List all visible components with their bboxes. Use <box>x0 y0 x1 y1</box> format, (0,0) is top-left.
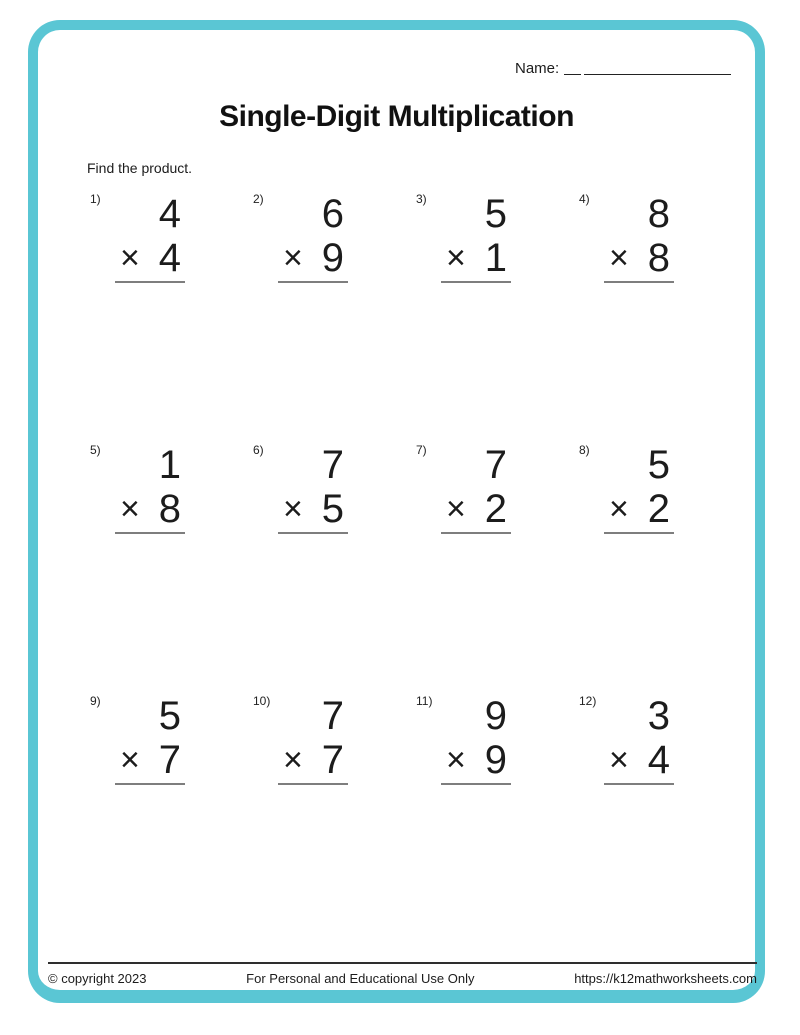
problem-number: 2) <box>253 192 264 206</box>
multiplier: 7 <box>321 738 344 782</box>
footer-divider <box>48 962 757 964</box>
problem-work-area <box>441 192 511 283</box>
multiplicand: 9 <box>484 694 507 738</box>
footer <box>48 971 757 986</box>
name-label: Name: <box>515 60 560 77</box>
multiply-icon: × <box>283 741 303 779</box>
problem <box>253 439 348 690</box>
problem-work-area <box>115 443 185 534</box>
multiplier: 2 <box>647 487 670 531</box>
answer-line <box>115 532 185 534</box>
answer-line <box>441 281 511 283</box>
multiplicand: 7 <box>484 443 507 487</box>
answer-line <box>278 783 348 785</box>
multiplicand: 6 <box>321 192 344 236</box>
multiplicand: 3 <box>647 694 670 738</box>
answer-line <box>604 532 674 534</box>
problem-number: 10) <box>253 694 271 708</box>
multiplicand: 7 <box>321 443 344 487</box>
problem-number: 9) <box>90 694 101 708</box>
name-blank-line <box>564 62 581 75</box>
problem <box>579 188 674 439</box>
multiplicand: 5 <box>484 192 507 236</box>
problem-number: 5) <box>90 443 101 457</box>
problem <box>90 439 185 690</box>
footer-url: https://k12mathworksheets.com <box>574 971 757 986</box>
problem-work-area <box>604 443 674 534</box>
problem-work-area <box>278 192 348 283</box>
problem-work-area <box>115 694 185 785</box>
problem-number: 3) <box>416 192 427 206</box>
multiply-icon: × <box>609 490 629 528</box>
footer-copyright: © copyright 2023 <box>48 971 147 986</box>
answer-line <box>278 281 348 283</box>
instruction-text: Find the product. <box>87 160 193 176</box>
multiplier: 8 <box>158 487 181 531</box>
multiplier: 1 <box>484 236 507 280</box>
multiplicand: 4 <box>158 192 181 236</box>
problem-number: 1) <box>90 192 101 206</box>
problem <box>579 690 674 941</box>
multiplier: 8 <box>647 236 670 280</box>
problem <box>416 439 511 690</box>
problem-work-area <box>604 192 674 283</box>
name-row <box>515 60 731 77</box>
multiply-icon: × <box>120 239 140 277</box>
problem-number: 7) <box>416 443 427 457</box>
multiply-icon: × <box>609 239 629 277</box>
multiply-icon: × <box>446 239 466 277</box>
answer-line <box>604 281 674 283</box>
multiplicand: 1 <box>158 443 181 487</box>
multiply-icon: × <box>120 741 140 779</box>
name-blank-line <box>584 62 731 75</box>
problem <box>253 690 348 941</box>
multiplier: 9 <box>321 236 344 280</box>
answer-line <box>115 783 185 785</box>
problem-number: 6) <box>253 443 264 457</box>
multiply-icon: × <box>446 741 466 779</box>
answer-line <box>441 783 511 785</box>
page-title: Single-Digit Multiplication <box>219 100 574 133</box>
multiplier: 9 <box>484 738 507 782</box>
multiplicand: 5 <box>647 443 670 487</box>
problem <box>90 690 185 941</box>
problem-work-area <box>441 443 511 534</box>
answer-line <box>115 281 185 283</box>
problem-work-area <box>441 694 511 785</box>
multiplier: 5 <box>321 487 344 531</box>
problem-work-area <box>604 694 674 785</box>
answer-line <box>441 532 511 534</box>
problem-number: 11) <box>416 694 433 708</box>
answer-line <box>604 783 674 785</box>
problem-number: 4) <box>579 192 590 206</box>
problem <box>416 690 511 941</box>
multiplicand: 8 <box>647 192 670 236</box>
multiplicand: 7 <box>321 694 344 738</box>
problems-grid <box>90 188 742 941</box>
problem <box>253 188 348 439</box>
problem-work-area <box>278 694 348 785</box>
multiply-icon: × <box>120 490 140 528</box>
problem-work-area <box>278 443 348 534</box>
multiplier: 7 <box>158 738 181 782</box>
problem-number: 12) <box>579 694 597 708</box>
problem <box>416 188 511 439</box>
problem <box>579 439 674 690</box>
multiply-icon: × <box>609 741 629 779</box>
problem-work-area <box>115 192 185 283</box>
problem-number: 8) <box>579 443 590 457</box>
multiplier: 2 <box>484 487 507 531</box>
multiplier: 4 <box>647 738 670 782</box>
problem <box>90 188 185 439</box>
multiplicand: 5 <box>158 694 181 738</box>
multiplier: 4 <box>158 236 181 280</box>
multiply-icon: × <box>446 490 466 528</box>
multiply-icon: × <box>283 490 303 528</box>
answer-line <box>278 532 348 534</box>
footer-usage-text: For Personal and Educational Use Only <box>246 971 475 986</box>
multiply-icon: × <box>283 239 303 277</box>
